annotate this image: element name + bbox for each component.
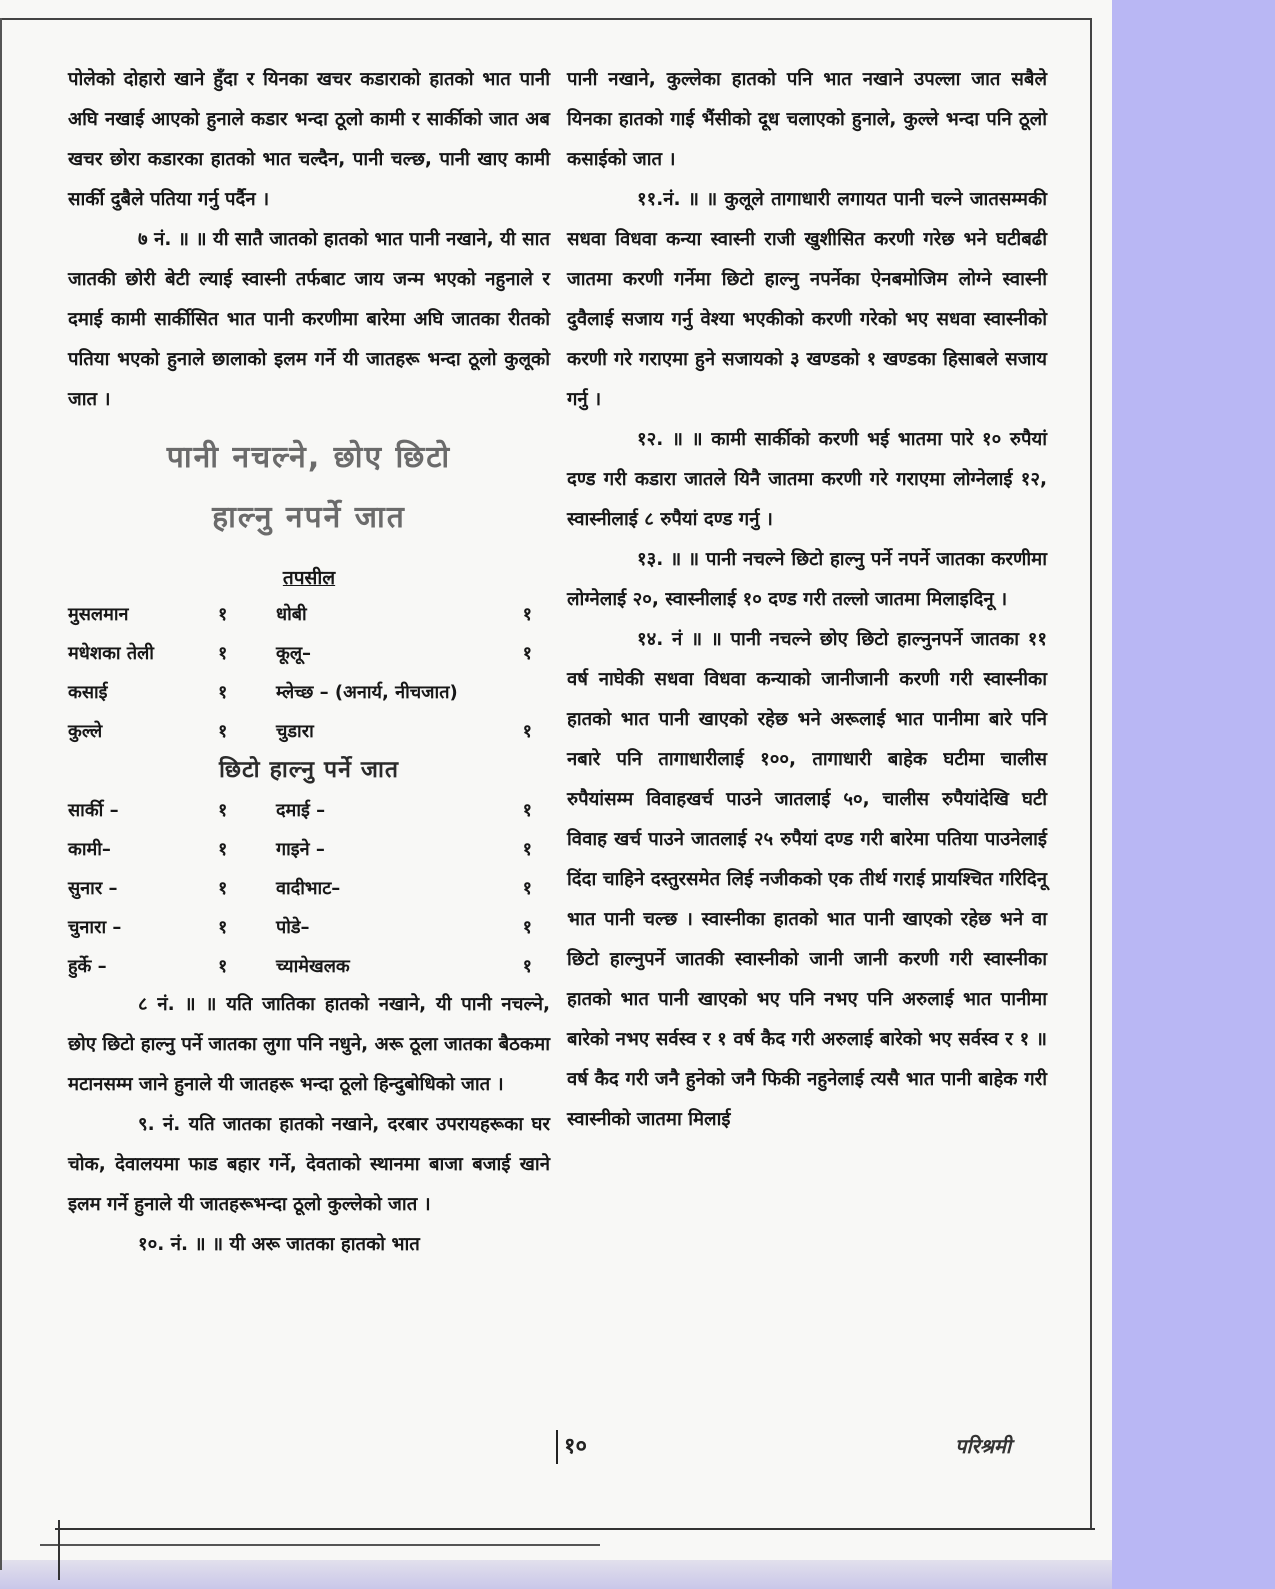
caste-count: १ xyxy=(522,955,532,977)
caste-name: सार्की – xyxy=(68,799,119,821)
caste-count: १ xyxy=(218,877,228,899)
table-row xyxy=(68,868,550,907)
caste-name: सुनार – xyxy=(68,877,118,899)
left-paragraph-2: ७ नं. ॥ ॥ यी सातै जातको हातको भात पानी नखाने, यी सात जातकी छोरी बेटी ल्याई स्वास्नी तर्फबाट जाय जन्म भएको नहुनाले र दमाई कामी सार्कीसित भात पानी करणीमा बारेमा अघि जातका रीतको पतिया भएको हुनाले छालाको इलम गर्ने यी जातहरू भन्दा ठूलो कुलूको जात । xyxy=(68,229,550,410)
caste-name: हुर्के – xyxy=(68,955,107,977)
right-paragraph-5: १४. नं ॥ ॥ पानी नचल्ने छोए छिटो हाल्नुनपर्ने जातका ११ वर्ष नाघेकी सधवा विधवा कन्याको जानीजानी करणी गरी स्वास्नीका हातको भात पानी खाएको रहेछ भने अरूलाई भात पानीमा बारे पनि नबारे पनि तागाधारीलाई १००, तागाधारी बाहेक घटीमा चालीस रुपैयांसम्म विवाहखर्च पाउने जातलाई ५०, चालीस रुपैयांदेखि घटी विवाह खर्च पाउने जातलाई २५ रुपैयां दण्ड गरी बारेमा पतिया पाउनेलाई दिंदा चाहिने दस्तुरसमेत लिई नजीकको एक तीर्थ गराई प्रायश्चित गरिदिनू भात पानी चल्छ । स्वास्नीका हातको भात पानी खाएको रहेछ भने वा छिटो हाल्नुपर्ने जातकी स्वास्नीको जानी जानी करणी गरी स्वास्नीका हातको भात पानी खाएको भए पनि नभए पनि अरुलाई भात पानीमा बारेको नभए सर्वस्व र १ वर्ष कैद गरी अरुलाई बारेको भए सर्वस्व र १ ॥ वर्ष कैद गरी जनै हुनेको जनै फिकी नहुनेलाई त्यसै भात पानी बाहेक गरी स्वास्नीको जातमा मिलाई xyxy=(567,629,1047,1130)
scan-bottom-strip xyxy=(0,1560,1112,1589)
right-paragraph-1: पानी नखाने, कुल्लेका हातको पनि भात नखाने उपल्ला जात सबैले यिनका हातको गाई भैंसीको दूध चलाएको हुनाले, कुल्ले भन्दा पनि ठूलो कसाईको जात । xyxy=(567,69,1047,170)
caste-name: चुनारा – xyxy=(68,916,122,938)
caste-name: कामी– xyxy=(68,838,111,860)
page-number: १० xyxy=(556,1430,604,1464)
caste-count: १ xyxy=(218,799,228,821)
caste-count: १ xyxy=(218,916,228,938)
caste-name: कसाई xyxy=(68,681,108,703)
section-title-line-1: पानी नचल्ने, छोए छिटो xyxy=(166,440,452,475)
right-paragraph-4: १३. ॥ ॥ पानी नचल्ने छिटो हाल्नु पर्ने नपर्ने जातका करणीमा लोग्नेलाई २०, स्वास्नीलाई १० दण्ड गरी तल्लो जातमा मिलाइदिनू । xyxy=(567,549,1047,610)
caste-count: १ xyxy=(522,720,532,742)
caste-count: १ xyxy=(218,720,228,742)
scan-border-top xyxy=(0,18,1092,20)
table-row xyxy=(68,711,550,750)
caste-count: १ xyxy=(522,642,532,664)
caste-name: दमाई – xyxy=(276,799,326,821)
table-row xyxy=(68,633,550,672)
tapsil-heading: तपसील xyxy=(282,567,336,589)
scan-border-right xyxy=(1090,18,1092,1528)
caste-name: मुसलमान xyxy=(68,603,129,625)
caste-name: मधेशका तेली xyxy=(68,642,154,664)
left-paragraph-4: ९. नं. यति जातका हातको नखाने, दरबार उपरायहरूका घर चोक, देवालयमा फाड बहार गर्ने, देवताको स्थानमा बाजा बजाई खाने इलम गर्ने हुनाले यी जातहरूभन्दा ठूलो कुल्लेको जात । xyxy=(68,1114,550,1215)
caste-table-b xyxy=(68,790,550,985)
caste-count: १ xyxy=(522,877,532,899)
scan-border-left xyxy=(0,18,2,1570)
publication-name: परिश्रमी xyxy=(955,1434,1012,1458)
caste-name: च्यामेखलक xyxy=(276,955,350,977)
table-row xyxy=(68,672,550,711)
caste-count: १ xyxy=(522,603,532,625)
caste-count: १ xyxy=(218,603,228,625)
caste-table-a xyxy=(68,594,550,750)
left-paragraph-5: १०. नं. ॥ ॥ यी अरू जातका हातको भात xyxy=(138,1234,420,1255)
caste-count: १ xyxy=(218,681,228,703)
caste-count: १ xyxy=(218,642,228,664)
caste-name: धोबी xyxy=(276,603,307,625)
section-title-line-2: हाल्नु नपर्ने जात xyxy=(212,500,406,535)
left-column xyxy=(68,60,550,1265)
sub-title: छिटो हाल्नु पर्ने जात xyxy=(218,757,400,783)
scan-border-bottom xyxy=(55,1528,1095,1530)
caste-name: कूलू– xyxy=(276,642,312,664)
left-paragraph-3: ८ नं. ॥ ॥ यति जातिका हातको नखाने, यी पानी नचल्ने, छोए छिटो हाल्नु पर्ने जातका लुगा पनि नधुने, अरू ठूला जातका बैठकमा मटानसम्म जाने हुनाले यी जातहरू भन्दा ठूलो हिन्दुबोधिको जात । xyxy=(68,994,550,1095)
table-row xyxy=(68,907,550,946)
table-row xyxy=(68,829,550,868)
scan-corner-mark xyxy=(58,1520,60,1580)
scan-border-bottom-inner xyxy=(40,1544,600,1546)
caste-name: चुडारा xyxy=(276,720,314,742)
caste-count: १ xyxy=(218,838,228,860)
right-paragraph-2: ११.नं. ॥ ॥ कुलूले तागाधारी लगायत पानी चल्ने जातसम्मकी सधवा विधवा कन्या स्वास्नी राजी खुशीसित करणी गरेछ भने घटीबढी जातमा करणी गर्नेमा छिटो हाल्नु नपर्नेका ऐनबमोजिम लोग्ने स्वास्नी दुवैलाई सजाय गर्नु वेश्या भएकीको करणी गरेको भए सधवा स्वास्नीको करणी गरे गराएमा हुने सजायको ३ खण्डको १ खण्डका हिसाबले सजाय गर्नु । xyxy=(567,189,1047,410)
table-row xyxy=(68,594,550,633)
right-paragraph-3: १२. ॥ ॥ कामी सार्कीको करणी भई भातमा पारे १० रुपैयां दण्ड गरी कडारा जातले यिनै जातमा करणी गरे गराएमा लोग्नेलाई १२, स्वास्नीलाई ८ रुपैयां दण्ड गर्नु । xyxy=(567,429,1047,530)
table-row xyxy=(68,946,550,985)
caste-name: पोडे– xyxy=(276,916,310,938)
caste-count: १ xyxy=(522,838,532,860)
caste-name: कुल्ले xyxy=(68,720,103,742)
right-column xyxy=(567,60,1047,1140)
caste-count: १ xyxy=(522,916,532,938)
caste-name: म्लेच्छ – (अनार्य, नीचजात) xyxy=(276,681,458,703)
caste-name: वादीभाट– xyxy=(276,877,341,899)
caste-count: १ xyxy=(218,955,228,977)
left-paragraph-1: पोलेको दोहारो खाने हुँदा र यिनका खचर कडाराको हातको भात पानी अघि नखाई आएको हुनाले कडार भन्दा ठूलो कामी र सार्कीको जात अब खचर छोरा कडारका हातको भात चल्दैन, पानी चल्छ, पानी खाए कामी सार्की दुबैले पतिया गर्नु पर्दैन । xyxy=(68,69,550,210)
table-row xyxy=(68,790,550,829)
caste-name: गाइने – xyxy=(276,838,325,860)
caste-count: १ xyxy=(522,799,532,821)
